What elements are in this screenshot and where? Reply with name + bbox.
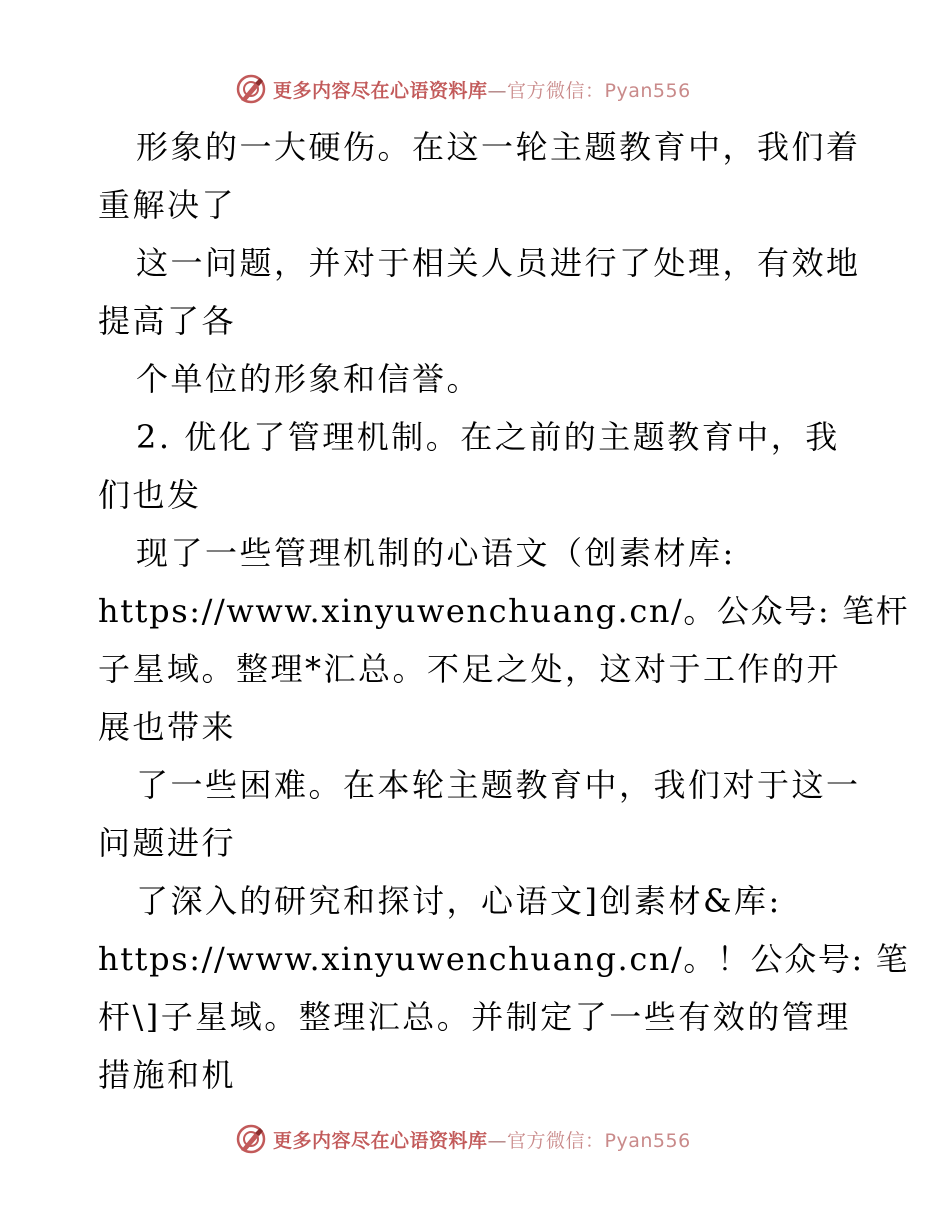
document-body	[98, 118, 910, 1104]
paragraph-line: 了深入的研究和探讨，心语文]创素材&库:	[136, 882, 782, 920]
header-watermark	[235, 72, 715, 106]
watermark-separator: —	[487, 79, 508, 102]
paragraph-line: 个单位的形象和信誉。	[136, 360, 482, 398]
paragraph-line: 们也发	[98, 476, 202, 514]
watermark-contact: 官方微信：	[507, 1129, 605, 1152]
paragraph-line: 现了一些管理机制的心语文（创素材库:	[136, 534, 736, 572]
watermark-separator: —	[487, 1129, 508, 1152]
watermark-brand: 更多内容尽在心语资料库	[273, 79, 488, 102]
paragraph-line: 形象的一大硬伤。在这一轮主题教育中，我们着	[136, 128, 861, 166]
paragraph-line: 提高了各	[98, 302, 237, 340]
watermark-handle: Pyan556	[604, 1129, 691, 1152]
paragraph-line: 这一问题，并对于相关人员进行了处理，有效地	[136, 244, 861, 282]
url-line: https://www.xinyuwenchuang.cn/。公众号: 笔杆	[98, 592, 910, 630]
paragraph-line: 展也带来	[98, 708, 237, 746]
footer-watermark	[235, 1122, 715, 1156]
paragraph-line: 了一些困难。在本轮主题教育中，我们对于这一	[136, 766, 861, 804]
numbered-heading-line: 2. 优化了管理机制。在之前的主题教育中，我	[136, 418, 840, 456]
pen-logo-icon	[235, 1123, 267, 1155]
pen-logo-icon	[235, 73, 267, 105]
paragraph-line: 子星域。整理*汇总。不足之处，这对于工作的开	[98, 650, 842, 688]
watermark-text	[273, 1126, 691, 1153]
watermark-contact: 官方微信：	[507, 79, 605, 102]
paragraph-line: 重解决了	[98, 186, 237, 224]
watermark-text	[273, 76, 691, 103]
paragraph-line: 问题进行	[98, 824, 237, 862]
url-line: https://www.xinyuwenchuang.cn/。！公众号: 笔	[98, 940, 910, 978]
paragraph-line: 杆\]子星域。整理汇总。并制定了一些有效的管理	[98, 998, 851, 1036]
paragraph-line: 措施和机	[98, 1056, 237, 1094]
watermark-brand: 更多内容尽在心语资料库	[273, 1129, 488, 1152]
watermark-handle: Pyan556	[604, 79, 691, 102]
